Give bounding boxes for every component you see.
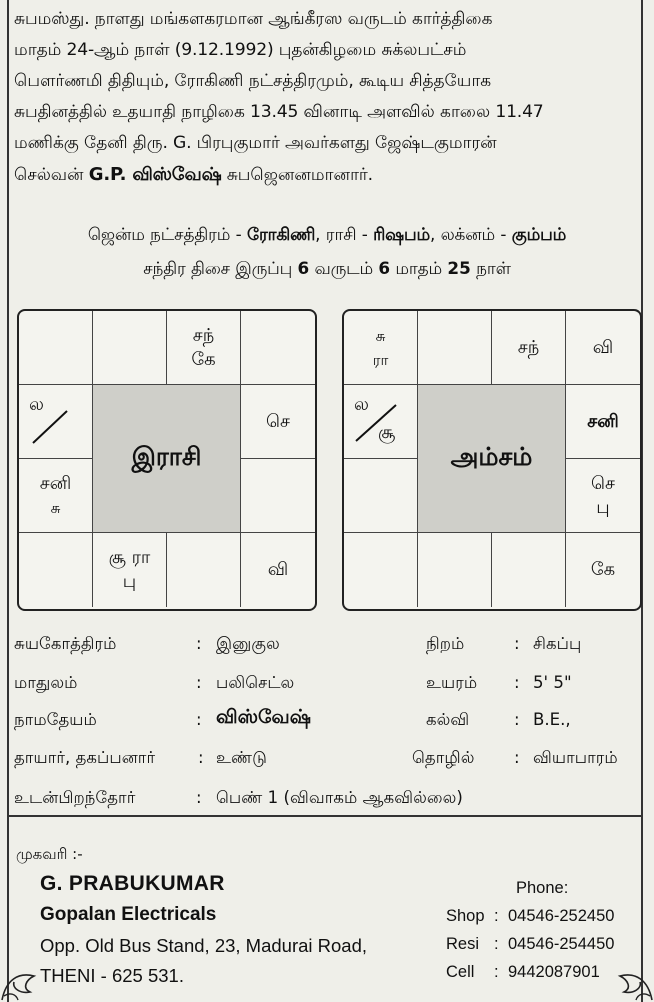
paragraph-suffix: சுபஜெனனமானார். [221, 165, 373, 185]
amsam-house [492, 533, 566, 607]
planet-label: சூ [378, 422, 396, 443]
paragraph-prefix: செல்வன் [14, 165, 89, 185]
amsam-house [344, 459, 418, 533]
paragraph-last-line [14, 159, 638, 191]
paragraph-line: பௌர்ணமி திதியும், ரோகிணி நட்சத்திரமும், கூடிய சித்தயோக [14, 71, 492, 91]
section-divider [7, 815, 643, 817]
detail-colour-label: நிறம் [426, 634, 465, 653]
paragraph-line: சுபதினத்தில் உதயாதி நாழிகை 13.45 வினாடி அளவில் காலை 11.47 [14, 102, 544, 122]
child-name: G.P. விஸ்வேஷ் [88, 164, 222, 185]
amsam-house [566, 533, 640, 607]
planet-label: வி [267, 559, 289, 580]
amsam-house [566, 385, 640, 459]
detail-colon: : [196, 788, 202, 807]
detail-name-value [216, 706, 311, 731]
phone-resi-value: 04546-254450 [508, 935, 615, 953]
rasi-title: இராசி [93, 385, 241, 533]
dasa-years-label: வருடம் [309, 258, 379, 278]
rasi-house [241, 311, 315, 385]
horoscope-paragraph [14, 4, 638, 191]
detail-colour-value: சிகப்பு [533, 634, 582, 653]
phone-colon: : [494, 907, 499, 925]
amsam-house [566, 311, 640, 385]
address-company: Gopalan Electricals [40, 904, 217, 925]
corner-flourish-icon [610, 958, 654, 1002]
phone-cell-label: Cell [446, 963, 475, 981]
planet-label: செ [266, 410, 290, 432]
amsam-chart [342, 309, 642, 611]
dasa-label: சந்திர திசை இருப்பு [143, 258, 298, 278]
dasa-months-label: மாதம் [390, 258, 448, 278]
amsam-house [344, 311, 418, 385]
rasi-house-lagna [19, 385, 93, 459]
detail-education-value: B.E., [533, 710, 571, 729]
detail-height-value: 5' 5" [533, 673, 572, 692]
address-label: முகவரி :- [16, 845, 83, 863]
detail-colon: : [514, 748, 520, 767]
lagna-label: ல [29, 394, 44, 415]
detail-occupation-label: தொழில் [412, 748, 475, 767]
detail-colon: : [514, 710, 520, 729]
phone-resi-label: Resi [446, 935, 480, 953]
detail-maathulam-value: பலிசெட்ல [216, 673, 295, 692]
amsam-house [418, 311, 492, 385]
birth-star-line [0, 224, 654, 247]
rasi-value: ரிஷபம் [373, 224, 430, 244]
detail-occupation-value: வியாபாரம் [533, 748, 618, 767]
address-line-1: Opp. Old Bus Stand, 23, Madurai Road, [40, 935, 368, 956]
rasi-house [93, 311, 167, 385]
dasa-years: 6 [297, 258, 310, 278]
rasi-house [19, 311, 93, 385]
detail-siblings-label: உடன்பிறந்தோர் [14, 788, 136, 807]
planet-label: சனி [587, 410, 619, 432]
rasi-house [241, 533, 315, 607]
divider-slash-icon [344, 385, 418, 459]
dasa-days-label: நாள் [470, 258, 511, 278]
planet-label: சந் [517, 336, 540, 358]
detail-name-label: நாமதேயம் [14, 710, 97, 729]
lagna-label: , லக்னம் - [429, 224, 512, 244]
paragraph-line: சுபமஸ்து. நாளது மங்களகரமான ஆங்கீரஸ வருடம் கார்த்திகை [14, 9, 493, 29]
detail-colon: : [196, 710, 202, 729]
planet-label: பு [122, 571, 137, 592]
rasi-house [241, 459, 315, 533]
star-value: ரோகிணி [247, 224, 316, 244]
amsam-title: அம்சம் [418, 385, 566, 533]
detail-siblings-value: பெண் 1 (விவாகம் ஆகவில்லை) [216, 788, 463, 807]
phone-heading: Phone: [516, 879, 569, 897]
detail-height-label: உயரம் [426, 673, 478, 692]
rasi-house [167, 533, 241, 607]
dasa-line [0, 258, 654, 281]
phone-shop-value: 04546-252450 [508, 907, 615, 925]
rasi-house [241, 385, 315, 459]
rasi-house [93, 533, 167, 607]
address-line-2: THENI - 625 531. [40, 965, 184, 986]
rasi-label: , ராசி - [315, 224, 374, 244]
detail-colon: : [198, 748, 204, 767]
phone-colon: : [494, 935, 499, 953]
phone-cell-value: 9442087901 [508, 963, 600, 981]
detail-education-label: கல்வி [426, 710, 470, 729]
amsam-house [344, 533, 418, 607]
address-name: G. PRABUKUMAR [40, 872, 225, 895]
detail-colon: : [196, 634, 202, 653]
planet-label: செ [591, 472, 615, 494]
phone-colon: : [494, 963, 499, 981]
rasi-chart [17, 309, 317, 611]
detail-parents-value: உண்டு [216, 748, 267, 767]
amsam-house [418, 533, 492, 607]
dasa-days: 25 [447, 258, 471, 278]
detail-parents-label: தாயார், தகப்பனார் [14, 748, 156, 767]
planet-label: ரா [372, 350, 389, 369]
detail-colon: : [514, 634, 520, 653]
paragraph-line: மாதம் 24-ஆம் நாள் (9.12.1992) புதன்கிழமை சுக்லபட்சம் [14, 40, 467, 60]
planet-label: கே [191, 348, 216, 370]
amsam-house [566, 459, 640, 533]
detail-colon: : [514, 673, 520, 692]
star-label: ஜென்ம நட்சத்திரம் - [87, 224, 248, 244]
detail-gothram-label: சுயகோத்திரம் [14, 634, 117, 653]
planet-label: வி [592, 336, 614, 358]
phone-shop-label: Shop [446, 907, 485, 925]
amsam-house [492, 311, 566, 385]
lagna-label: ல [354, 394, 369, 415]
rasi-house [19, 459, 93, 533]
planet-label: பு [596, 496, 610, 518]
corner-flourish-icon [0, 958, 44, 1002]
paragraph-line: மணிக்கு தேனி திரு. G. பிரபுகுமார் அவர்களது ஜேஷ்டகுமாரன் [14, 133, 497, 153]
detail-maathulam-label: மாதுலம் [14, 673, 78, 692]
lagna-value: கும்பம் [511, 224, 567, 244]
amsam-house-lagna [344, 385, 418, 459]
dasa-months: 6 [378, 258, 391, 278]
rasi-house [19, 533, 93, 607]
planet-label: சு [375, 326, 386, 345]
detail-gothram-value: இனுகுல [216, 634, 280, 653]
divider-slash-icon [19, 385, 93, 459]
name-value-bold: விஸ்வேஷ் [216, 706, 311, 728]
planet-label: சு [50, 498, 61, 517]
planet-label: கே [590, 559, 616, 580]
planet-label: சந் [192, 324, 215, 346]
rasi-house [167, 311, 241, 385]
detail-colon: : [196, 673, 202, 692]
planet-label: சனி [39, 472, 72, 494]
planet-label: சூ ரா [108, 547, 151, 568]
